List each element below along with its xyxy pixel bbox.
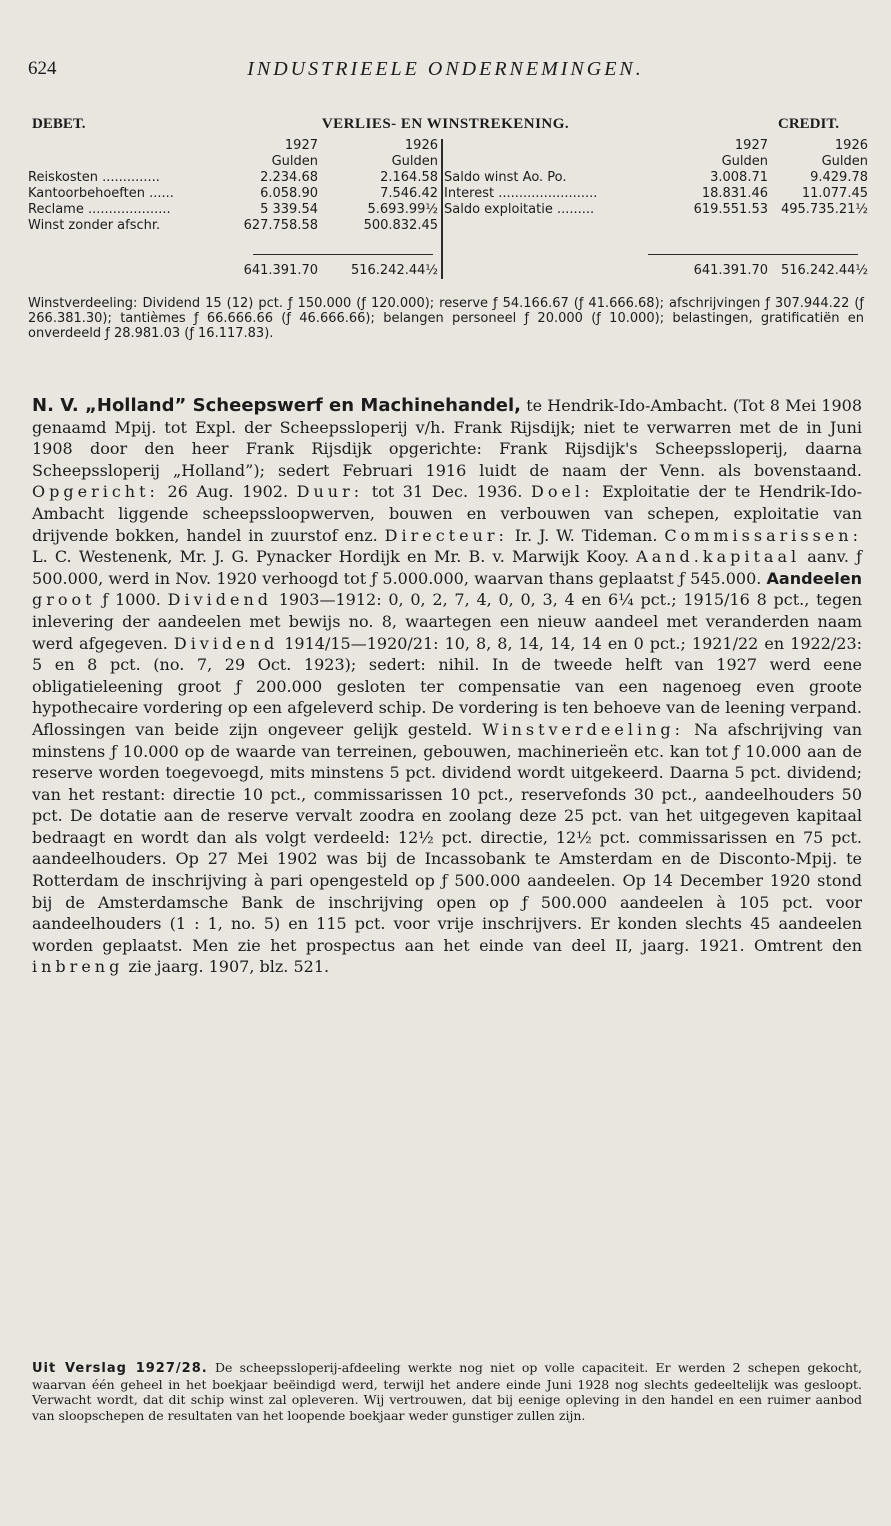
debet-label: DEBET. xyxy=(32,116,86,132)
value-1926: 2.164.58 xyxy=(380,170,438,185)
value-1926: 5.693.99½ xyxy=(367,202,438,217)
running-title: INDUSTRIEELE ONDERNEMINGEN. xyxy=(247,58,644,80)
unit-label: Gulden xyxy=(821,154,868,169)
page-header xyxy=(28,58,863,94)
unit-label: Gulden xyxy=(391,154,438,169)
value-1927: 6.058.90 xyxy=(260,186,318,201)
value-1927: 3.008.71 xyxy=(710,170,768,185)
commissarissen-value: L. C. Westenenk, Mr. J. G. Pynacker Hordijk en Mr. B. v. Marwijk Kooy. xyxy=(32,547,629,567)
value-1926: 11.077.45 xyxy=(801,186,868,201)
row-label: Reiskosten .............. xyxy=(28,170,160,185)
duur-value: tot 31 Dec. 1936. xyxy=(371,482,523,502)
year-1926: 1926 xyxy=(404,138,438,153)
company-name: N. V. „Holland” Scheepswerf en Machinehandel, xyxy=(32,395,522,416)
doel-value: Exploitatie der te Hendrik-Ido-Ambacht liggende scheepssloopwerven, bouwen en verbouwen van schepen, exploitatie van drijvende bokken, handel in zuurstof enz. xyxy=(32,482,863,545)
kapitaal-value: aanv. ƒ 500.000, werd in Nov. 1920 verhoogd tot ƒ 5.000.000, waarvan thans geplaatst ƒ 545.000. xyxy=(32,547,863,588)
dividend-label: Dividend xyxy=(167,590,272,610)
total-1927: 641.391.70 xyxy=(693,263,768,278)
ledger-row xyxy=(28,202,438,218)
total-1927: 641.391.70 xyxy=(243,263,318,278)
value-1927: 2.234.68 xyxy=(260,170,318,185)
value-1927: 627.758.58 xyxy=(243,218,318,233)
year-1926: 1926 xyxy=(834,138,868,153)
kapitaal-label: Aand.kapitaal xyxy=(636,547,801,567)
unit-header xyxy=(28,154,438,170)
value-1927: 18.831.46 xyxy=(701,186,768,201)
verslag-label: Uit Verslag 1927/28. xyxy=(32,1361,208,1376)
sum-rule xyxy=(648,254,858,255)
row-label: Saldo winst Ao. Po. xyxy=(444,170,567,185)
ledger-row xyxy=(444,170,868,186)
year-1927: 1927 xyxy=(734,138,768,153)
duur-label: Duur: xyxy=(296,482,364,502)
ledger-row xyxy=(28,218,438,234)
annual-report-excerpt xyxy=(32,1360,862,1423)
company-entry xyxy=(32,395,862,978)
row-label: Saldo exploitatie ......... xyxy=(444,202,595,217)
year-header xyxy=(28,138,438,154)
directeur-value: Ir. J. W. Tideman. xyxy=(514,525,658,545)
sum-rule xyxy=(253,254,433,255)
profit-loss-ledger xyxy=(28,138,868,284)
page-number: 624 xyxy=(28,58,57,79)
unit-label: Gulden xyxy=(271,154,318,169)
ledger-row xyxy=(28,170,438,186)
debit-side xyxy=(28,138,438,278)
row-label: Winst zonder afschr. xyxy=(28,218,161,233)
value-1926: 9.429.78 xyxy=(810,170,868,185)
row-label: Reclame .................... xyxy=(28,202,171,217)
dividend2-label: Dividend xyxy=(173,633,279,653)
value-1926: 495.735.21½ xyxy=(780,202,868,217)
commissarissen-label: Commissarissen: xyxy=(664,525,862,545)
company-history: te Hendrik-Ido-Ambacht. (Tot 8 Mei 1908 genaamd Mpij. tot Expl. der Scheepssloperij v/h. Frank Rijsdijk; niet te verwarren met de in Juni 1908 door den heer Frank Rijsdijk opgerichte: Frank Rijsdijk's Scheepssloperij, daarna Scheepssloperij „Holland”); sedert Februari 1916 luidt de naam der Venn. als bovenstaand. xyxy=(32,396,862,480)
opgericht-label: Opgericht: xyxy=(32,482,159,502)
profit-distribution-note: Winstverdeeling: Dividend 15 (12) pct. ƒ 150.000 (ƒ 120.000); reserve ƒ 54.166.67 (ƒ 41.666.68); afschrijvingen ƒ 307.944.22 (ƒ 266.381.30); tantièmes ƒ 66.666.66 (ƒ 46.666.66); belangen personeel ƒ 20.000 (ƒ 10.000); belastingen, gratificatiën en onverdeeld ƒ 28.981.03 (ƒ 16.117.83). xyxy=(28,296,864,341)
value-1927: 619.551.53 xyxy=(693,202,768,217)
account-heading xyxy=(32,116,859,138)
inbreng-value: zie jaarg. 1907, blz. 521. xyxy=(128,957,330,977)
inbreng-label: inbreng xyxy=(32,957,124,977)
directeur-label: Directeur: xyxy=(384,525,508,545)
year-header xyxy=(444,138,868,154)
unit-header xyxy=(444,154,868,170)
aandeelen-value: ƒ 1000. xyxy=(102,590,161,610)
value-1927: 5 339.54 xyxy=(260,202,318,217)
ledger-row xyxy=(444,202,868,218)
winstverdeeling-label: Winstverdeeling: xyxy=(482,719,685,739)
dividend-value: 1903—1912: 0, 0, 2, 7, 4, 0, 0, 3, 4 en 6¼ pct.; 1915/16 8 pct., tegen inlevering der aandeelen met bewijs no. 8, waartegen een nieuw aandeel met veranderden naam werd afgegeven. xyxy=(32,590,862,653)
aandeelen-label: Aandeelen xyxy=(766,568,862,588)
doel-label: Doel: xyxy=(531,482,594,502)
value-1926: 500.832.45 xyxy=(363,218,438,233)
groot-label: groot xyxy=(32,590,96,610)
credit-label: CREDIT. xyxy=(778,116,839,132)
value-1926: 7.546.42 xyxy=(380,186,438,201)
total-1926: 516.242.44½ xyxy=(780,263,868,278)
account-title: VERLIES- EN WINSTREKENING. xyxy=(321,116,570,132)
ledger-row xyxy=(28,186,438,202)
debit-totals xyxy=(28,263,438,279)
dividend2-value: 1914/15—1920/21: 10, 8, 8, 14, 14, 14 en 0 pct.; 1921/22 en 1922/23: 5 en 8 pct. (no. 7, 29 Oct. 1923); sedert: nihil. In de tweede helft van 1927 werd eene obligatieleening groot ƒ 200.000 gesloten ter compensatie van een nagenoeg even groote hypothecaire vordering op een afgeleverd schip. De vordering is ten behoeve van de leening verpand. Aflossingen van beide zijn ongeveer gelijk gesteld. xyxy=(32,633,863,739)
opgericht-value: 26 Aug. 1902. xyxy=(167,482,289,502)
year-1927: 1927 xyxy=(284,138,318,153)
verslag-text: De scheepssloperij-afdeeling werkte nog niet op volle capaciteit. Er werden 2 schepen gekocht, waarvan één geheel in het boekjaar beëindigd werd, terwijl het andere einde Juni 1928 nog slechts gedeeltelijk was gesloopt. Verwacht wordt, dat dit schip winst zal opleveren. Wij vertrouwen, dat bij eenige opleving in den handel en een ruimer aanbod van sloopschepen de resultaten van het loopende boekjaar weder gunstiger zullen zijn. xyxy=(32,1360,862,1423)
winstverdeeling-value: Na afschrijving van minstens ƒ 10.000 op de waarde van terreinen, gebouwen, machinerieën etc. kan tot ƒ 10.000 aan de reserve worden toegevoegd, mits minstens 5 pct. dividend wordt uitgekeerd. Daarna 5 pct. dividend; van het restant: directie 10 pct., commissarissen 10 pct., reservefonds 30 pct., aandeelhouders 50 pct. De dotatie aan de reserve vervalt zoodra en zoolang deze 25 pct. van het uitgegeven kapitaal bedraagt en wordt dan als volgt verdeeld: 12½ pct. directie, 12½ pct. commissarissen en 75 pct. aandeelhouders. Op 27 Mei 1902 was bij de Incassobank te Amsterdam en de Disconto-Mpij. te Rotterdam de inschrijving à pari opengesteld op ƒ 500.000 aandeelen. Op 14 December 1920 stond bij de Amsterdamsche Bank de inschrijving open op ƒ 500.000 aandeelen à 105 pct. voor aandeelhouders (1 : 1, no. 5) en 115 pct. voor vrije inschrijvers. Er konden slechts 45 aandeelen worden geplaatst. Men zie het prospectus aan het einde van deel II, jaarg. 1921. Omtrent den xyxy=(32,719,863,955)
unit-label: Gulden xyxy=(721,154,768,169)
row-label: Kantoorbehoeften ...... xyxy=(28,186,174,201)
row-label: Interest ........................ xyxy=(444,186,598,201)
credit-side xyxy=(444,138,868,278)
ledger-row xyxy=(444,186,868,202)
credit-totals xyxy=(444,263,868,279)
total-1926: 516.242.44½ xyxy=(350,263,438,278)
